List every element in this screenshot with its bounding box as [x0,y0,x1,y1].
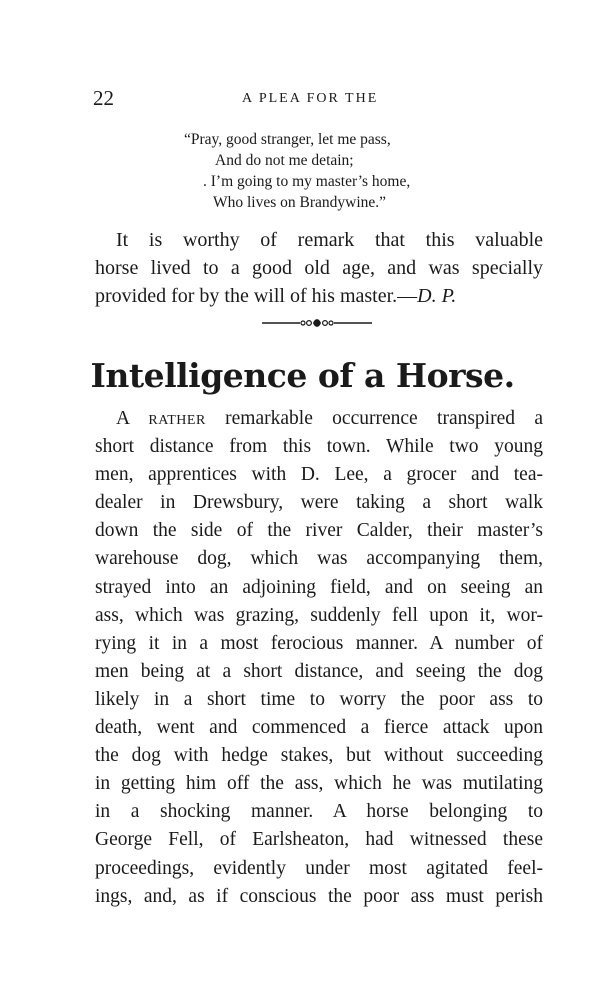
verse-line: . I’m going to my master’s home, [203,173,411,190]
remark-paragraph [95,227,543,311]
verse-line: “Pray, good stranger, let me pass, [184,131,391,148]
opening-smallcaps: RATHER [148,413,206,428]
body-line: in getting him off the ass, which he was mutilating [95,773,543,795]
page-number: 22 [93,86,114,110]
running-head: A PLEA FOR THE [242,91,379,106]
body-line: down the side of the river Calder, their master’s [95,520,543,542]
verse-line: And do not me detain; [215,152,354,169]
article-body [95,405,543,911]
signature: D. P. [417,285,457,308]
remark-line [95,283,543,311]
remark-line: It is worthy of remark that this valuable [116,229,543,251]
body-line: warehouse dog, which was accompanying them, [95,548,543,570]
body-line: ass, which was grazing, suddenly fell upon it, wor- [95,604,543,626]
body-line: death, went and commenced a fierce attack upon [95,717,543,739]
body-line: men, apprentices with D. Lee, a grocer and tea- [95,464,543,486]
body-line [95,405,543,433]
body-line: ings, and, as if conscious the poor ass must perish [95,885,543,907]
body-line: short distance from this town. While two young [95,436,543,458]
body-line: proceedings, evidently under most agitated feel- [95,857,543,879]
article-title: Intelligence of a Horse. [90,356,515,395]
body-line: in a shocking manner. A horse belonging to [95,801,543,823]
body-line: likely in a short time to worry the poor ass to [95,688,543,710]
verse-line: Who lives on Brandywine.” [213,194,387,211]
body-line: strayed into an adjoining field, and on seeing an [95,576,543,598]
remark-line-text: provided for by the will of his master.— [95,285,418,308]
body-line: the dog with hedge stakes, but without succeeding [95,745,543,767]
remark-line: horse lived to a good old age, and was specially [95,257,543,280]
body-line: rying it in a most ferocious manner. A number of [95,632,543,654]
opening-word: A [116,408,130,429]
body-line: men being at a short distance, and seeing the dog [95,660,543,682]
section-divider-ornament [262,314,372,332]
body-line: George Fell, of Earlsheaton, had witnessed these [95,829,543,851]
body-line: dealer in Drewsbury, were taking a short walk [95,492,543,514]
first-line-rest: remarkable occurrence transpired a [205,408,543,429]
